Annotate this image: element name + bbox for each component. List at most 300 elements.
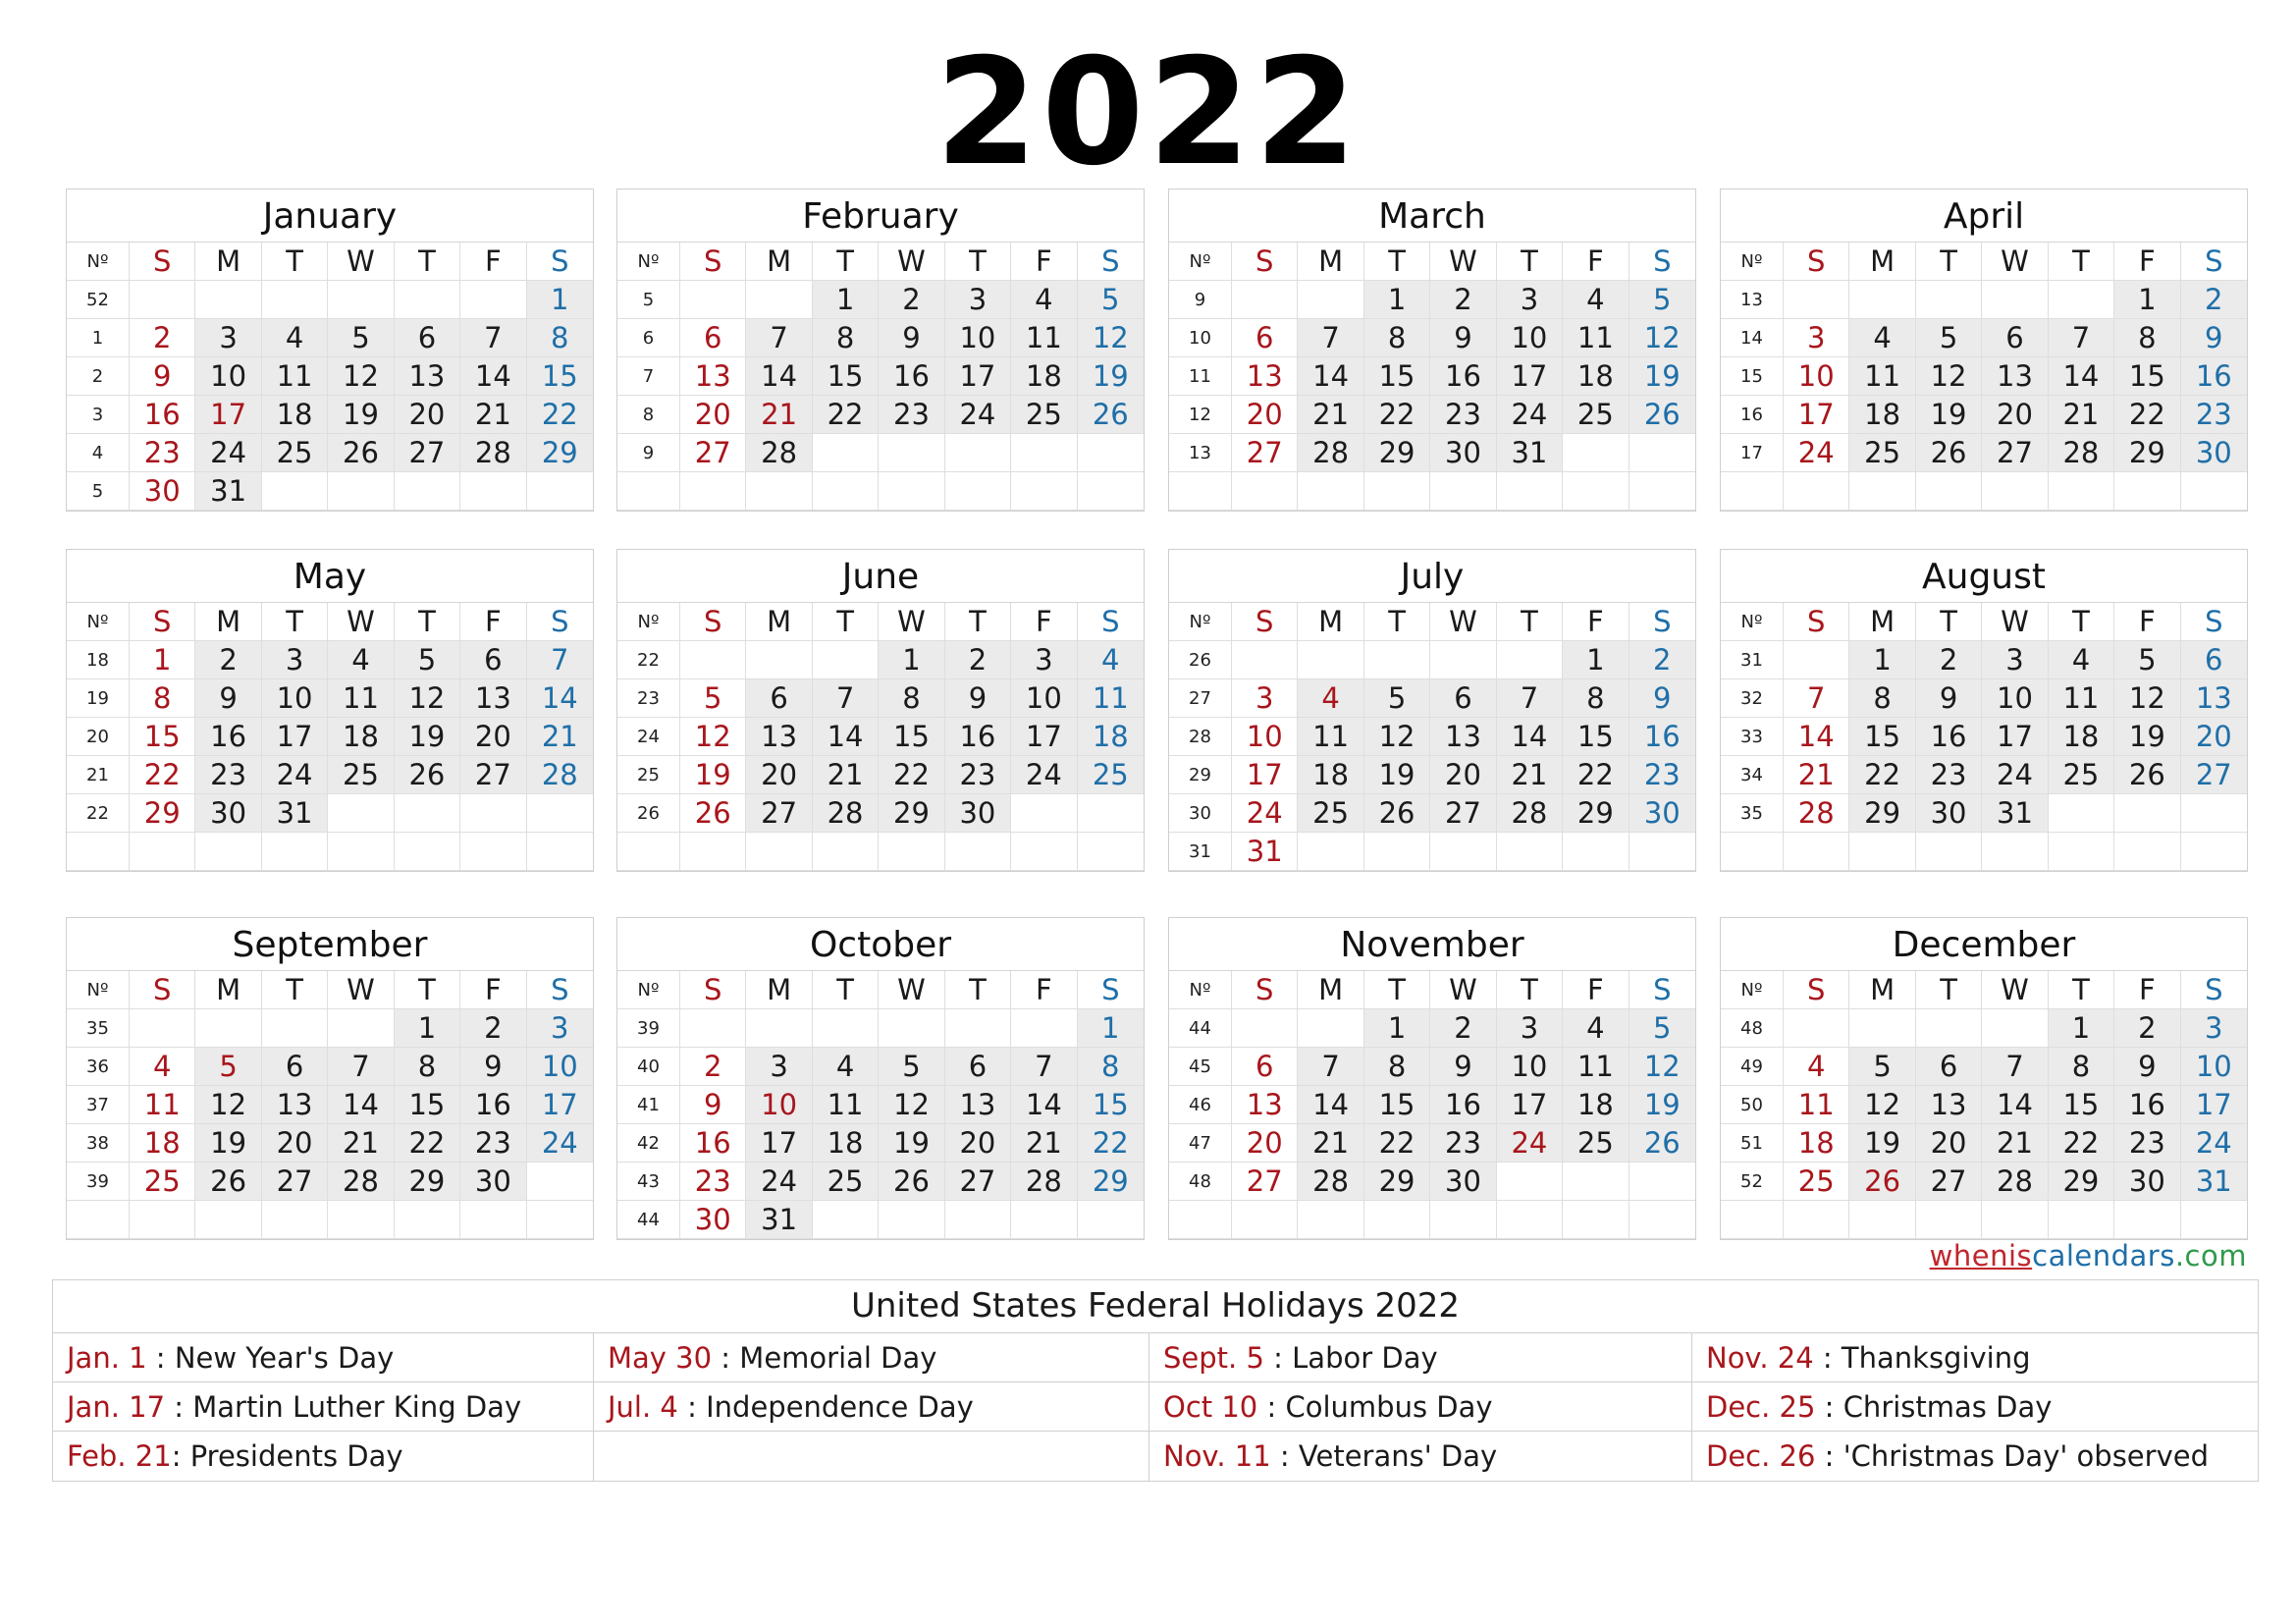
day-cell: 11 (813, 1086, 879, 1124)
day-cell (746, 641, 812, 679)
day-cell: 22 (2114, 396, 2180, 434)
day-cell (328, 833, 394, 871)
holiday-item (594, 1432, 1149, 1481)
day-cell: 3 (262, 641, 328, 679)
weekday-header: F (1563, 243, 1629, 281)
week-number: 4 (67, 434, 130, 472)
day-cell (2181, 1201, 2247, 1239)
day-cell: 28 (460, 434, 526, 472)
day-cell: 25 (2049, 756, 2114, 794)
day-cell (1629, 1201, 1695, 1239)
day-cell (1078, 833, 1144, 871)
day-cell: 31 (262, 794, 328, 833)
day-cell: 4 (1078, 641, 1144, 679)
day-cell: 19 (195, 1124, 261, 1163)
day-cell: 4 (130, 1048, 195, 1086)
day-cell: 2 (130, 319, 195, 357)
day-cell: 15 (2114, 357, 2180, 396)
holiday-name: 'Christmas Day' observed (1842, 1439, 2209, 1473)
weekday-header: F (460, 243, 526, 281)
day-cell: 12 (879, 1086, 944, 1124)
day-cell: 21 (1982, 1124, 2048, 1163)
day-cell: 10 (1497, 1048, 1563, 1086)
week-number: 41 (617, 1086, 680, 1124)
day-cell: 10 (527, 1048, 593, 1086)
day-cell (1430, 1201, 1496, 1239)
week-number-header: Nº (1721, 971, 1784, 1009)
day-cell: 7 (328, 1048, 394, 1086)
week-number: 35 (67, 1009, 130, 1048)
week-number: 8 (617, 396, 680, 434)
day-cell: 13 (395, 357, 460, 396)
day-cell (460, 794, 526, 833)
day-cell: 25 (1849, 434, 1915, 472)
day-cell: 20 (2181, 718, 2247, 756)
day-cell: 27 (262, 1163, 328, 1201)
day-cell (2114, 794, 2180, 833)
day-cell: 8 (1563, 679, 1629, 718)
day-cell: 6 (746, 679, 812, 718)
week-number: 29 (1169, 756, 1232, 794)
day-cell: 2 (2114, 1009, 2180, 1048)
day-cell: 12 (1629, 319, 1695, 357)
day-cell (395, 472, 460, 511)
day-cell: 2 (680, 1048, 746, 1086)
day-cell: 7 (527, 641, 593, 679)
day-cell: 9 (2114, 1048, 2180, 1086)
day-cell: 20 (395, 396, 460, 434)
week-number: 49 (1721, 1048, 1784, 1086)
day-cell (1364, 641, 1430, 679)
day-cell: 17 (945, 357, 1011, 396)
day-cell: 2 (1916, 641, 1982, 679)
month-grid (1169, 603, 1695, 871)
weekday-header: S (1629, 603, 1695, 641)
day-cell: 3 (1784, 319, 1849, 357)
week-number: 26 (1169, 641, 1232, 679)
day-cell: 1 (1563, 641, 1629, 679)
day-cell (2114, 833, 2180, 871)
holiday-item (1149, 1333, 1692, 1382)
day-cell (746, 833, 812, 871)
day-cell: 30 (130, 472, 195, 511)
month-name: January (67, 189, 593, 243)
weekday-header: T (262, 243, 328, 281)
holiday-item (1692, 1382, 2258, 1432)
day-cell: 23 (2181, 396, 2247, 434)
day-cell (1497, 641, 1563, 679)
day-cell: 5 (1364, 679, 1430, 718)
weekday-header: W (1430, 243, 1496, 281)
day-cell: 21 (460, 396, 526, 434)
day-cell: 1 (2114, 281, 2180, 319)
day-cell: 16 (1629, 718, 1695, 756)
day-cell: 5 (1629, 281, 1695, 319)
day-cell: 5 (328, 319, 394, 357)
day-cell: 27 (1232, 434, 1298, 472)
holiday-date: Jan. 17 (67, 1390, 166, 1424)
day-cell: 4 (1011, 281, 1077, 319)
brand-watermark[interactable] (1930, 1239, 2247, 1272)
day-cell (195, 1201, 261, 1239)
weekday-header: T (945, 971, 1011, 1009)
day-cell: 19 (1629, 1086, 1695, 1124)
day-cell: 17 (1232, 756, 1298, 794)
day-cell: 24 (2181, 1124, 2247, 1163)
day-cell: 25 (262, 434, 328, 472)
day-cell: 13 (680, 357, 746, 396)
day-cell: 8 (1364, 319, 1430, 357)
week-number-header: Nº (617, 243, 680, 281)
day-cell (328, 794, 394, 833)
day-cell: 19 (1364, 756, 1430, 794)
day-cell: 2 (195, 641, 261, 679)
day-cell: 10 (945, 319, 1011, 357)
day-cell (1364, 472, 1430, 511)
day-cell: 20 (746, 756, 812, 794)
day-cell: 15 (2049, 1086, 2114, 1124)
day-cell: 30 (195, 794, 261, 833)
day-cell: 27 (1232, 1163, 1298, 1201)
day-cell: 16 (2181, 357, 2247, 396)
day-cell: 28 (527, 756, 593, 794)
day-cell (460, 281, 526, 319)
week-number-header: Nº (617, 603, 680, 641)
day-cell: 22 (1364, 1124, 1430, 1163)
day-cell: 17 (1011, 718, 1077, 756)
day-cell (1784, 1009, 1849, 1048)
day-cell (460, 472, 526, 511)
weekday-header: S (130, 603, 195, 641)
weekday-header: F (1563, 971, 1629, 1009)
day-cell: 29 (1364, 1163, 1430, 1201)
day-cell: 22 (395, 1124, 460, 1163)
day-cell: 25 (1563, 396, 1629, 434)
day-cell: 23 (460, 1124, 526, 1163)
holiday-date: Nov. 24 (1706, 1341, 1814, 1375)
day-cell: 4 (262, 319, 328, 357)
month-grid (67, 971, 593, 1239)
day-cell: 4 (1784, 1048, 1849, 1086)
day-cell: 13 (746, 718, 812, 756)
day-cell (527, 472, 593, 511)
day-cell: 20 (945, 1124, 1011, 1163)
weekday-header: M (1849, 971, 1915, 1009)
day-cell: 28 (1784, 794, 1849, 833)
weekday-header: T (945, 603, 1011, 641)
holiday-separator: : (1270, 1439, 1299, 1473)
weekday-header: W (328, 971, 394, 1009)
day-cell: 31 (2181, 1163, 2247, 1201)
day-cell: 12 (1849, 1086, 1915, 1124)
weekday-header: T (2049, 243, 2114, 281)
weekday-header: T (1497, 243, 1563, 281)
week-number-header: Nº (1721, 603, 1784, 641)
day-cell (746, 472, 812, 511)
day-cell: 11 (1563, 1048, 1629, 1086)
day-cell: 12 (1078, 319, 1144, 357)
holiday-separator: : (171, 1439, 190, 1473)
weekday-header: M (195, 603, 261, 641)
weekday-header: T (395, 603, 460, 641)
day-cell (1982, 472, 2048, 511)
day-cell: 18 (1298, 756, 1363, 794)
day-cell: 24 (1011, 756, 1077, 794)
day-cell: 1 (130, 641, 195, 679)
month-june (616, 549, 1145, 872)
day-cell: 17 (1497, 357, 1563, 396)
day-cell (328, 472, 394, 511)
day-cell: 24 (195, 434, 261, 472)
week-number: 2 (67, 357, 130, 396)
holiday-name: Memorial Day (739, 1341, 937, 1375)
day-cell: 7 (2049, 319, 2114, 357)
week-number: 6 (617, 319, 680, 357)
week-number (67, 1201, 130, 1239)
weekday-header: T (1364, 603, 1430, 641)
day-cell: 15 (527, 357, 593, 396)
day-cell (130, 1009, 195, 1048)
day-cell: 30 (1629, 794, 1695, 833)
week-number (1721, 472, 1784, 511)
day-cell: 7 (813, 679, 879, 718)
day-cell: 4 (2049, 641, 2114, 679)
weekday-header: F (460, 603, 526, 641)
month-name: May (67, 550, 593, 603)
day-cell: 16 (1916, 718, 1982, 756)
day-cell (395, 281, 460, 319)
day-cell: 19 (395, 718, 460, 756)
day-cell (945, 833, 1011, 871)
weekday-header: S (527, 603, 593, 641)
week-number: 44 (1169, 1009, 1232, 1048)
week-number: 14 (1721, 319, 1784, 357)
month-name: December (1721, 918, 2247, 971)
week-number: 30 (1169, 794, 1232, 833)
week-number: 1 (67, 319, 130, 357)
weekday-header: T (1497, 971, 1563, 1009)
day-cell: 10 (1011, 679, 1077, 718)
day-cell: 27 (945, 1163, 1011, 1201)
day-cell (813, 1201, 879, 1239)
day-cell: 14 (527, 679, 593, 718)
weekday-header: W (879, 971, 944, 1009)
holiday-separator: : (1263, 1341, 1293, 1375)
day-cell: 1 (813, 281, 879, 319)
day-cell (1563, 833, 1629, 871)
day-cell (1364, 1201, 1430, 1239)
day-cell: 20 (1982, 396, 2048, 434)
holiday-item (53, 1333, 594, 1382)
day-cell: 30 (460, 1163, 526, 1201)
week-number: 19 (67, 679, 130, 718)
day-cell (395, 1201, 460, 1239)
day-cell (945, 434, 1011, 472)
day-cell: 20 (1916, 1124, 1982, 1163)
day-cell: 27 (395, 434, 460, 472)
day-cell (460, 833, 526, 871)
week-number: 40 (617, 1048, 680, 1086)
week-number: 24 (617, 718, 680, 756)
day-cell: 27 (460, 756, 526, 794)
day-cell (1430, 472, 1496, 511)
day-cell: 22 (2049, 1124, 2114, 1163)
holiday-separator: : (1257, 1390, 1286, 1424)
day-cell: 29 (2049, 1163, 2114, 1201)
day-cell: 7 (1497, 679, 1563, 718)
day-cell: 6 (680, 319, 746, 357)
day-cell: 9 (2181, 319, 2247, 357)
week-number (1721, 1201, 1784, 1239)
holiday-item (1149, 1382, 1692, 1432)
weekday-header: M (746, 243, 812, 281)
day-cell: 4 (813, 1048, 879, 1086)
day-cell: 15 (1078, 1086, 1144, 1124)
day-cell: 9 (130, 357, 195, 396)
day-cell: 5 (1629, 1009, 1695, 1048)
day-cell (680, 281, 746, 319)
day-cell: 9 (680, 1086, 746, 1124)
day-cell: 9 (1430, 319, 1496, 357)
day-cell: 12 (1629, 1048, 1695, 1086)
month-grid (1721, 603, 2247, 871)
day-cell (1916, 281, 1982, 319)
day-cell: 19 (1916, 396, 1982, 434)
day-cell (1011, 434, 1077, 472)
week-number: 44 (617, 1201, 680, 1239)
day-cell (1563, 1201, 1629, 1239)
day-cell: 20 (1232, 1124, 1298, 1163)
day-cell (1784, 1201, 1849, 1239)
day-cell: 4 (1563, 1009, 1629, 1048)
holiday-name: Veterans' Day (1298, 1439, 1498, 1473)
day-cell: 23 (680, 1163, 746, 1201)
day-cell: 29 (1849, 794, 1915, 833)
day-cell (879, 1009, 944, 1048)
day-cell (527, 794, 593, 833)
weekday-header: S (2181, 243, 2247, 281)
week-number: 3 (67, 396, 130, 434)
day-cell: 10 (746, 1086, 812, 1124)
day-cell (680, 833, 746, 871)
week-number: 13 (1169, 434, 1232, 472)
day-cell: 7 (460, 319, 526, 357)
weekday-header: F (2114, 603, 2180, 641)
holiday-date: May 30 (608, 1341, 713, 1375)
day-cell: 28 (1298, 1163, 1363, 1201)
day-cell: 10 (1497, 319, 1563, 357)
day-cell: 9 (1629, 679, 1695, 718)
day-cell: 2 (1430, 281, 1496, 319)
day-cell (945, 1009, 1011, 1048)
day-cell (262, 1201, 328, 1239)
weekday-header: F (460, 971, 526, 1009)
day-cell: 28 (2049, 434, 2114, 472)
day-cell: 18 (328, 718, 394, 756)
holiday-name: Christmas Day (1842, 1390, 2053, 1424)
day-cell: 10 (2181, 1048, 2247, 1086)
day-cell: 10 (1784, 357, 1849, 396)
day-cell: 31 (195, 472, 261, 511)
week-number: 43 (617, 1163, 680, 1201)
day-cell (1629, 833, 1695, 871)
day-cell: 5 (395, 641, 460, 679)
day-cell (813, 641, 879, 679)
day-cell: 7 (1011, 1048, 1077, 1086)
day-cell (1982, 281, 2048, 319)
day-cell: 30 (2114, 1163, 2180, 1201)
day-cell: 9 (460, 1048, 526, 1086)
day-cell (2049, 794, 2114, 833)
day-cell (879, 472, 944, 511)
day-cell: 7 (1298, 319, 1363, 357)
day-cell (945, 1201, 1011, 1239)
day-cell: 27 (1430, 794, 1496, 833)
day-cell (1629, 472, 1695, 511)
week-number: 47 (1169, 1124, 1232, 1163)
day-cell: 6 (262, 1048, 328, 1086)
day-cell (1784, 833, 1849, 871)
week-number: 20 (67, 718, 130, 756)
weekday-header: T (1916, 971, 1982, 1009)
day-cell: 29 (1078, 1163, 1144, 1201)
day-cell (1078, 472, 1144, 511)
week-number: 48 (1169, 1163, 1232, 1201)
day-cell: 30 (945, 794, 1011, 833)
day-cell: 11 (1784, 1086, 1849, 1124)
weekday-header: T (2049, 971, 2114, 1009)
day-cell: 18 (1078, 718, 1144, 756)
day-cell: 16 (195, 718, 261, 756)
day-cell: 2 (1430, 1009, 1496, 1048)
weekday-header: S (527, 243, 593, 281)
day-cell: 21 (813, 756, 879, 794)
holiday-name: Independence Day (706, 1390, 974, 1424)
day-cell: 28 (1298, 434, 1363, 472)
day-cell: 3 (1497, 1009, 1563, 1048)
holiday-item (1149, 1432, 1692, 1481)
weekday-header: W (1982, 603, 2048, 641)
day-cell: 3 (1232, 679, 1298, 718)
day-cell (395, 794, 460, 833)
month-grid (67, 243, 593, 511)
day-cell: 27 (746, 794, 812, 833)
weekday-header: M (1298, 603, 1363, 641)
day-cell: 14 (746, 357, 812, 396)
day-cell (1011, 1009, 1077, 1048)
day-cell: 15 (1364, 357, 1430, 396)
day-cell (130, 281, 195, 319)
day-cell (813, 434, 879, 472)
day-cell: 27 (1916, 1163, 1982, 1201)
day-cell: 17 (2181, 1086, 2247, 1124)
week-number (1169, 1201, 1232, 1239)
day-cell: 14 (460, 357, 526, 396)
day-cell (1497, 1163, 1563, 1201)
day-cell: 8 (2049, 1048, 2114, 1086)
month-name: April (1721, 189, 2247, 243)
weekday-header: S (1784, 603, 1849, 641)
day-cell (1298, 472, 1363, 511)
day-cell (1232, 1009, 1298, 1048)
day-cell: 1 (879, 641, 944, 679)
weekday-header: T (1364, 243, 1430, 281)
day-cell: 10 (1232, 718, 1298, 756)
week-number: 10 (1169, 319, 1232, 357)
day-cell: 21 (527, 718, 593, 756)
day-cell: 5 (1078, 281, 1144, 319)
day-cell: 22 (1364, 396, 1430, 434)
